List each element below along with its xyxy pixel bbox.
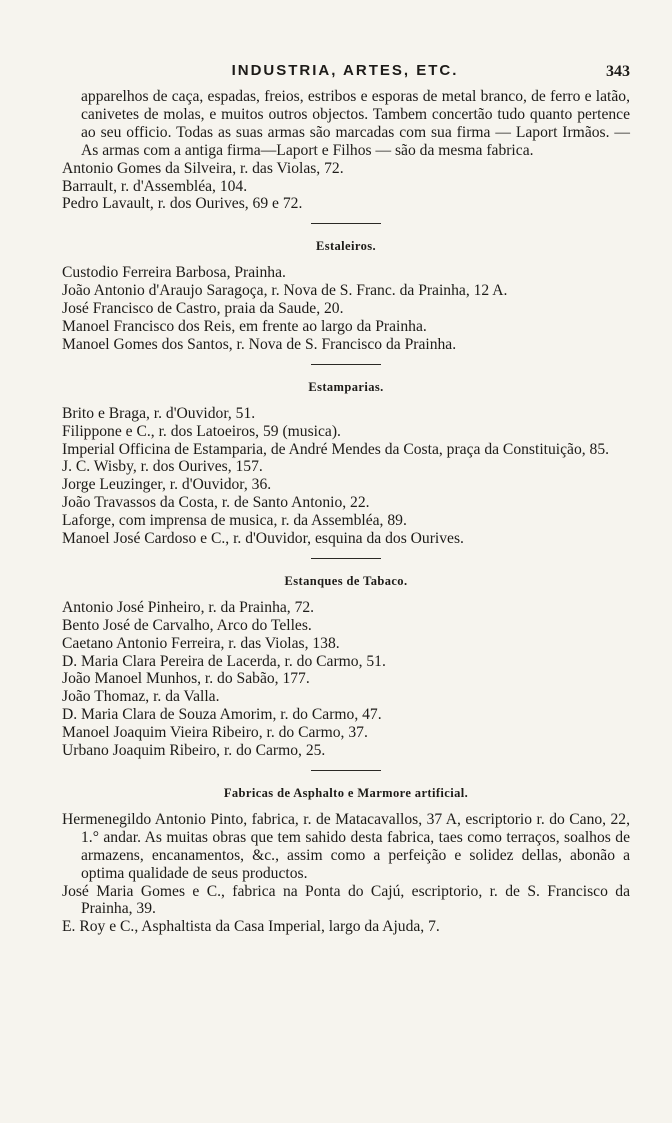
section-heading: Estamparias. [308, 379, 384, 394]
section-divider [311, 770, 381, 771]
list-item: Manoel Francisco dos Reis, em frente ao largo da Prainha. [62, 317, 427, 335]
list-item: Manoel Joaquim Vieira Ribeiro, r. do Carmo, 37. [62, 724, 368, 742]
section-divider [311, 364, 381, 365]
list-item: E. Roy e C., Asphaltista da Casa Imperial, largo da Ajuda, 7. [62, 918, 440, 936]
section-heading: Fabricas de Asphalto e Marmore artificial. [223, 786, 469, 800]
list-item: Hermenegildo Antonio Pinto, fabrica, r. de Matacavallos, 37 A, escriptorio r. do Cano, 22, 1.° andar. As muitas obras que tem sahido desta fabrica, taes como terraços, soalhos de armazens, encanamentos, &c., assim como a perfeição e solidez dellas, abonão a optima qualidade de seus productos. [62, 810, 630, 882]
list-item: Laforge, com imprensa de musica, r. da Assembléa, 89. [62, 512, 407, 530]
list-item: João Travassos da Costa, r. de Santo Antonio, 22. [62, 494, 370, 512]
list-item: João Thomaz, r. da Valla. [62, 688, 220, 706]
list-item: Pedro Lavault, r. dos Ourives, 69 e 72. [62, 195, 303, 213]
page-header [60, 62, 630, 86]
list-item: João Manoel Munhos, r. do Sabão, 177. [62, 670, 310, 688]
running-head: INDUSTRIA, ARTES, ETC. [231, 62, 459, 79]
list-item: José Francisco de Castro, praia da Saude, 20. [62, 300, 344, 318]
list-item: J. C. Wisby, r. dos Ourives, 157. [62, 458, 263, 476]
list-item: Manoel Gomes dos Santos, r. Nova de S. Francisco da Prainha. [62, 335, 457, 353]
list-item: Filippone e C., r. dos Latoeiros, 59 (musica). [62, 422, 341, 440]
list-item: Antonio José Pinheiro, r. da Prainha, 72. [62, 598, 315, 616]
list-item: Jorge Leuzinger, r. d'Ouvidor, 36. [62, 476, 272, 494]
section-heading: Estanques de Tabaco. [284, 573, 408, 588]
list-item: José Maria Gomes e C., fabrica na Ponta do Cajú, escriptorio, r. de S. Francisco da Prainha, 39. [62, 882, 630, 918]
continued-entry: apparelhos de caça, espadas, freios, estribos e esporas de metal branco, de ferro e latão, canivetes de molas, e muitos outros objectos. Tambem concertão tudo quanto pertence ao seu officio. Todas as suas armas são marcadas com sua firma — Laport Irmãos. — As armas com a antiga firma—Laport e Filhos — são da mesma fabrica. [81, 88, 630, 159]
list-item: Antonio Gomes da Silveira, r. das Violas, 72. [62, 159, 344, 177]
page-number: 343 [606, 63, 630, 80]
section-divider [311, 223, 381, 224]
list-item: D. Maria Clara Pereira de Lacerda, r. do Carmo, 51. [62, 652, 386, 670]
list-item: Barrault, r. d'Assembléa, 104. [62, 177, 248, 195]
list-item: Custodio Ferreira Barbosa, Prainha. [62, 264, 286, 282]
list-item: Bento José de Carvalho, Arco do Telles. [62, 616, 312, 634]
list-item: Brito e Braga, r. d'Ouvidor, 51. [62, 404, 256, 422]
list-item: Urbano Joaquim Ribeiro, r. do Carmo, 25. [62, 742, 326, 760]
list-item: Imperial Officina de Estamparia, de André Mendes da Costa, praça da Constituição, 85. [62, 440, 610, 458]
list-item: Manoel José Cardoso e C., r. d'Ouvidor, esquina da dos Ourives. [62, 530, 464, 548]
page-body [62, 88, 630, 936]
section-divider [311, 558, 381, 559]
list-item: João Antonio d'Araujo Saragoça, r. Nova de S. Franc. da Prainha, 12 A. [62, 282, 508, 300]
list-item: D. Maria Clara de Souza Amorim, r. do Carmo, 47. [62, 706, 382, 724]
section-heading: Estaleiros. [315, 239, 377, 254]
list-item: Caetano Antonio Ferreira, r. das Violas, 138. [62, 634, 340, 652]
